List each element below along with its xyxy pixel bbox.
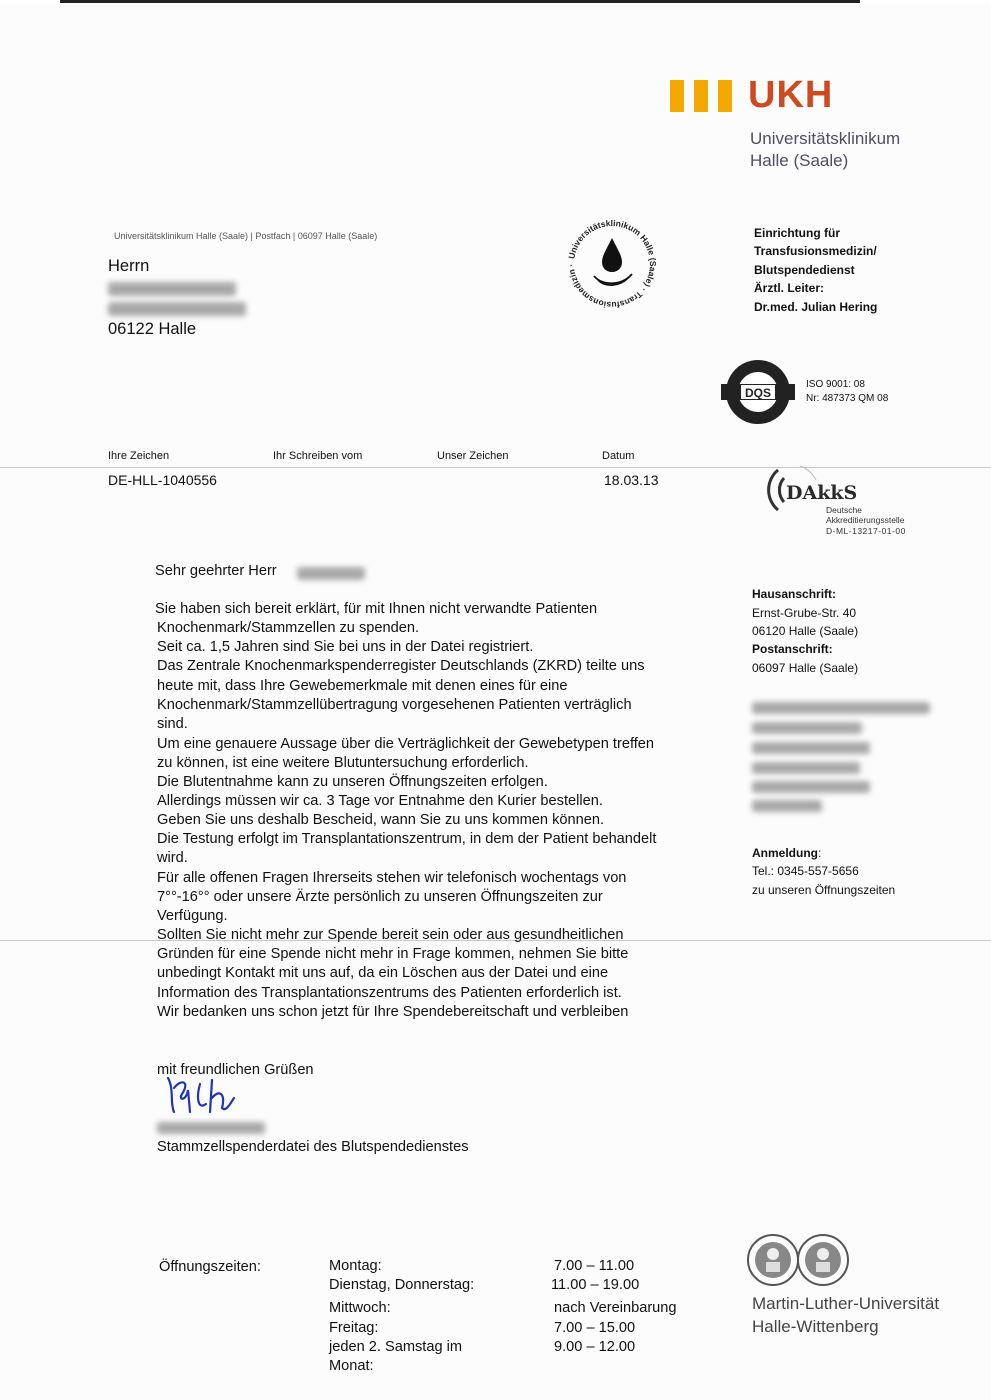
anmeldung-colon: :: [818, 846, 822, 860]
ref-label-ihr-schreiben: Ihr Schreiben vom: [273, 450, 363, 462]
redacted-contact: [752, 800, 822, 812]
hours-day: Montag:: [329, 1258, 382, 1274]
transfusion-seal-icon: [562, 214, 662, 314]
svg-text:DQS: DQS: [744, 386, 772, 400]
iso-line: ISO 9001: 08: [806, 379, 865, 390]
letter-line: Verfügung.: [157, 908, 228, 924]
letter-line: Die Testung erfolgt im Transplantationszentrum, in dem der Patient behandelt: [157, 831, 657, 847]
letter-line: Um eine genauere Aussage über die Verträglichkeit der Gewebetypen treffen: [157, 736, 655, 752]
iso-number: Nr: 487373 QM 08: [806, 393, 889, 404]
institution-line: Transfusionsmedizin/: [754, 244, 877, 258]
hours-label: Öffnungszeiten:: [159, 1259, 261, 1275]
letter-line: sind.: [157, 716, 188, 732]
redacted-contact: [752, 762, 860, 774]
haus-city: 06120 Halle (Saale): [752, 624, 859, 638]
letter-line: Knochenmark/Stammzellübertragung vorgesehenen Patienten verträglich: [157, 697, 632, 713]
redacted-surname: [297, 567, 365, 580]
letter-line: Das Zentrale Knochenmarkspenderregister Deutschlands (ZKRD) teilte uns: [157, 658, 645, 674]
postanschrift-label: Postanschrift:: [752, 642, 833, 656]
hours-time: 9.00 – 12.00: [554, 1339, 636, 1355]
letter-line: heute mit, dass Ihre Gewebemerkmale mit denen eines für eine: [157, 678, 568, 694]
ref-value-datum: 18.03.13: [604, 472, 659, 488]
recipient-salutation: Herrn: [108, 257, 150, 275]
dakks-line: Akkreditierungsstelle: [826, 515, 905, 525]
closing: mit freundlichen Grüßen: [157, 1062, 314, 1078]
dakks-number: D-ML-13217-01-00: [826, 526, 906, 536]
anmeldung-label: Anmeldung: [752, 846, 818, 860]
letter-line: Information des Transplantationszentrums des Patienten erforderlich ist.: [157, 985, 622, 1001]
university-name: Halle-Wittenberg: [752, 1317, 879, 1336]
letter-line: Gründen für eine Spende nicht mehr in Frage kommen, nehmen Sie bitte: [157, 946, 629, 962]
redacted-contact: [752, 742, 870, 754]
logo-text: UKH: [748, 74, 834, 116]
redacted-contact: [752, 722, 862, 734]
letter-line: Die Blutentnahme kann zu unseren Öffnungszeiten erfolgen.: [157, 774, 548, 790]
svg-text:Universitätsklinikum Halle (Sa: Universitätsklinikum Halle (Saale) · Transfusionsmedizin ·: [565, 217, 659, 311]
hours-time: 7.00 – 11.00: [554, 1258, 635, 1274]
sender-line: Universitätsklinikum Halle (Saale) | Postfach | 06097 Halle (Saale): [114, 231, 378, 241]
logo-bar: [670, 80, 684, 112]
ref-label-unser-zeichen: Unser Zeichen: [437, 450, 509, 462]
redacted-contact: [752, 702, 930, 714]
hours-day: Monat:: [329, 1358, 374, 1374]
redacted-contact: [752, 781, 870, 793]
post-city: 06097 Halle (Saale): [752, 661, 859, 675]
hours-day: Mittwoch:: [329, 1300, 391, 1316]
fold-line: [0, 467, 991, 468]
anmeldung-phone: Tel.: 0345-557-5656: [752, 864, 859, 878]
letter-line: Wir bedanken uns schon jetzt für Ihre Spendebereitschaft und verbleiben: [157, 1004, 629, 1020]
letter-line: zu können, ist eine weitere Blutuntersuchung erforderlich.: [157, 755, 529, 771]
letter-line: unbedingt Kontakt mit uns auf, da ein Löschen aus der Datei und eine: [157, 965, 609, 981]
handwritten-signature: [160, 1068, 260, 1118]
hours-time: nach Vereinbarung: [554, 1300, 677, 1316]
logo-subtitle: Halle (Saale): [750, 151, 849, 170]
hausanschrift-label: Hausanschrift:: [752, 587, 837, 601]
hours-time: 11.00 – 19.00: [551, 1277, 640, 1293]
institution-line: Blutspendedienst: [754, 263, 855, 277]
university-name: Martin-Luther-Universität: [752, 1294, 940, 1313]
institution-line: Ärztl. Leiter:: [754, 281, 825, 295]
letter-line: Sie haben sich bereit erklärt, für mit Ihnen nicht verwandte Patienten: [155, 601, 598, 617]
ref-value-ihre-zeichen: DE-HLL-1040556: [108, 472, 217, 488]
redacted-name: [108, 282, 236, 296]
letter-line: Seit ca. 1,5 Jahren sind Sie bei uns in der Datei registriert.: [157, 639, 534, 655]
institution-head: Dr.med. Julian Hering: [754, 300, 878, 314]
redacted-street: [108, 302, 246, 316]
logo-bar: [718, 80, 732, 112]
haus-street: Ernst-Grube-Str. 40: [752, 606, 857, 620]
letter-line: wird.: [157, 850, 188, 866]
redacted-signer: [157, 1122, 265, 1134]
letter-line: Allerdings müssen wir ca. 3 Tage vor Entnahme den Kurier bestellen.: [157, 793, 603, 809]
letter-line: 7°°-16°° oder unsere Ärzte persönlich zu unseren Öffnungszeiten zur: [157, 889, 603, 905]
letter-line: Knochenmark/Stammzellen zu spenden.: [157, 620, 420, 636]
letter-line: Für alle offenen Fragen Ihrerseits stehen wir telefonisch wochentags von: [157, 870, 627, 886]
letter-line: Sollten Sie nicht mehr zur Spende bereit sein oder aus gesundheitlichen: [157, 927, 624, 943]
signature-unit: Stammzellspenderdatei des Blutspendedienstes: [157, 1139, 469, 1155]
dakks-logo-text: DAkkS: [786, 482, 858, 504]
recipient-city: 06122 Halle: [108, 320, 197, 338]
ref-label-ihre-zeichen: Ihre Zeichen: [108, 450, 170, 462]
letter-line: Geben Sie uns deshalb Bescheid, wann Sie zu uns kommen können.: [157, 812, 605, 828]
logo-subtitle: Universitätsklinikum: [750, 129, 901, 148]
hours-day: Freitag:: [329, 1320, 379, 1336]
logo-bar: [694, 80, 708, 112]
dakks-line: Deutsche: [826, 505, 862, 515]
scan-top-edge: [0, 0, 991, 3]
hours-day: jeden 2. Samstag im: [329, 1339, 463, 1355]
university-seals-icon: [746, 1232, 850, 1288]
hours-day: Dienstag, Donnerstag:: [329, 1277, 475, 1293]
dqs-certification-icon: [721, 358, 795, 426]
hours-time: 7.00 – 15.00: [554, 1320, 636, 1336]
greeting: Sehr geehrter Herr: [155, 563, 277, 579]
anmeldung-hours-note: zu unseren Öffnungszeiten: [752, 883, 896, 897]
ref-label-datum: Datum: [602, 450, 635, 462]
institution-line: Einrichtung für: [754, 226, 840, 240]
